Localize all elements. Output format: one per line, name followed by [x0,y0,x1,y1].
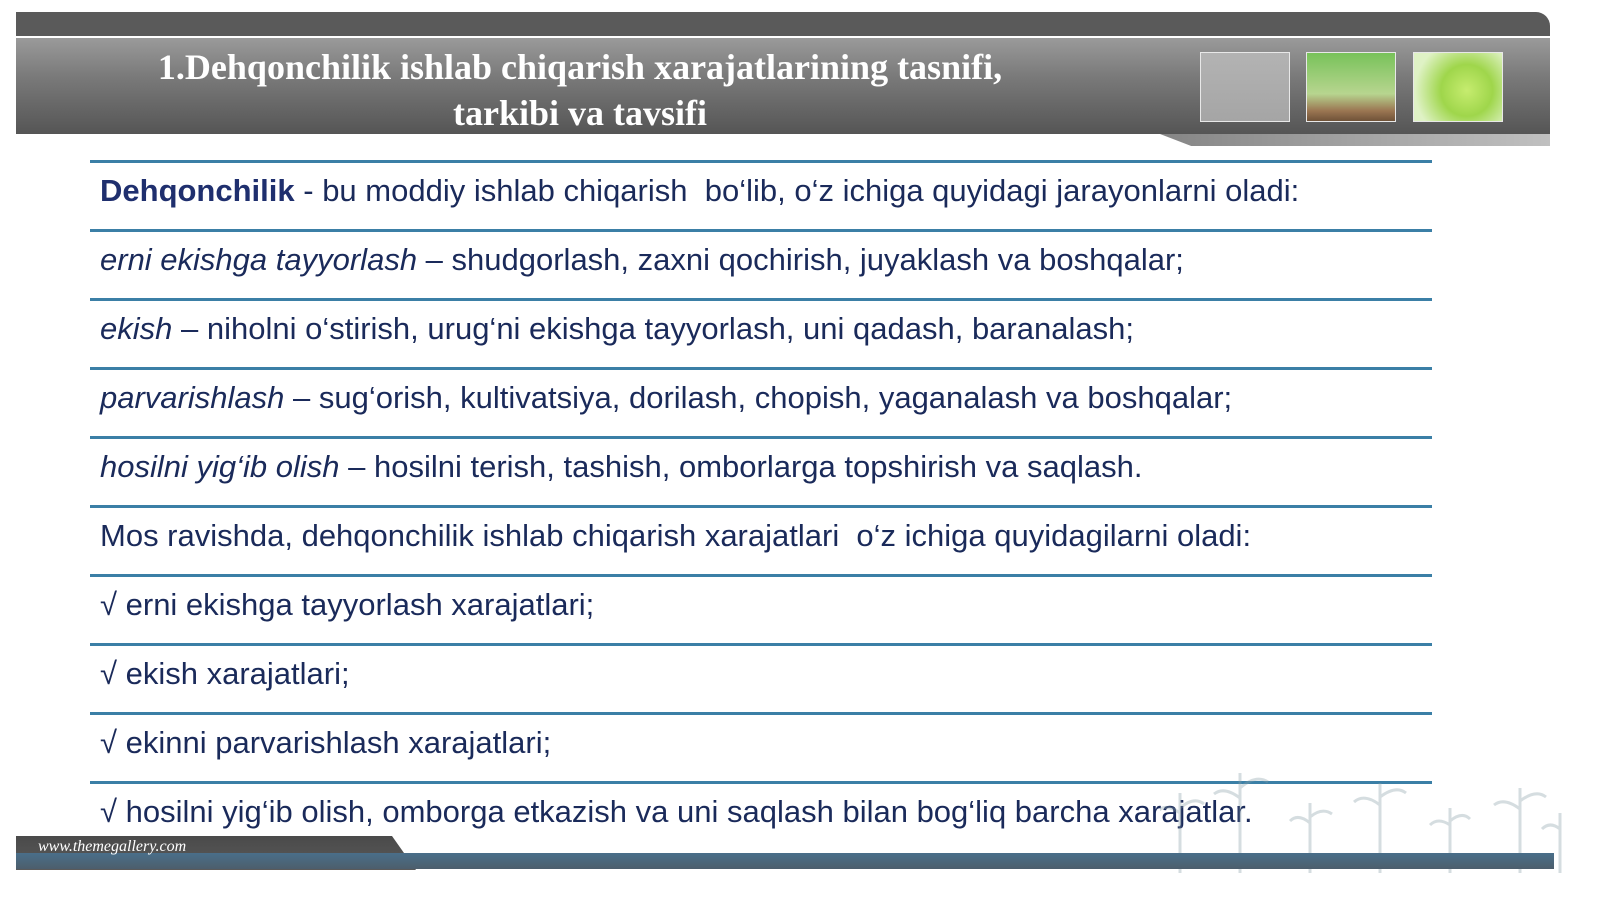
content-row [90,436,1432,505]
content-row [90,229,1432,298]
row-text: √ hosilni yig‘ib olish, omborga etkazish va uni saqlash bilan bog‘liq barcha xarajatlar. [100,794,1253,829]
row-lead: parvarishlash [100,380,285,415]
slide-title [20,44,1140,136]
row-text: Mos ravishda, dehqonchilik ishlab chiqarish xarajatlari o‘z ichiga quyidagilarni oladi: [100,518,1252,553]
row-lead: Dehqonchilik [100,173,295,208]
row-text: √ erni ekishga tayyorlash xarajatlari; [100,587,595,622]
content-row [90,367,1432,436]
title-banner-tail [1160,134,1550,146]
row-text: – hosilni terish, tashish, omborlarga topshirish va saqlash. [339,449,1143,484]
content-row [90,505,1432,574]
footer-website: www.themegallery.com [38,838,187,855]
content-row [90,298,1432,367]
row-lead: erni ekishga tayyorlash [100,242,418,277]
content-row [90,160,1432,229]
row-text: √ ekinni parvarishlash xarajatlari; [100,725,552,760]
content-row [90,574,1432,643]
slide-title-line-2: tarkibi va tavsifi [452,93,707,133]
row-lead: hosilni yig‘ib olish [100,449,340,484]
row-text: – sug‘orish, kultivatsiya, dorilash, chopish, yaganalash va boshqalar; [284,380,1233,415]
row-text: √ ekish xarajatlari; [100,656,350,691]
slide-title-line-1: 1.Dehqonchilik ishlab chiqarish xarajatlarining tasnifi, [157,47,1003,87]
thumbnail-gray-image [1200,52,1290,122]
footer-bar [16,853,1554,869]
content-table [90,160,1432,850]
row-text: – niholni o‘stirish, urug‘ni ekishga tayyorlash, uni qadash, baranalash; [172,311,1134,346]
content-row [90,643,1432,712]
row-lead: ekish [100,311,173,346]
header-top-strip [16,12,1550,36]
row-text: – shudgorlash, zaxni qochirish, juyaklash va boshqalar; [417,242,1184,277]
row-text: - bu moddiy ishlab chiqarish bo‘lib, o‘z ichiga quyidagi jarayonlarni oladi: [294,173,1300,208]
thumbnail-leaf-image [1413,52,1503,122]
thumbnail-sprout-image [1306,52,1396,122]
